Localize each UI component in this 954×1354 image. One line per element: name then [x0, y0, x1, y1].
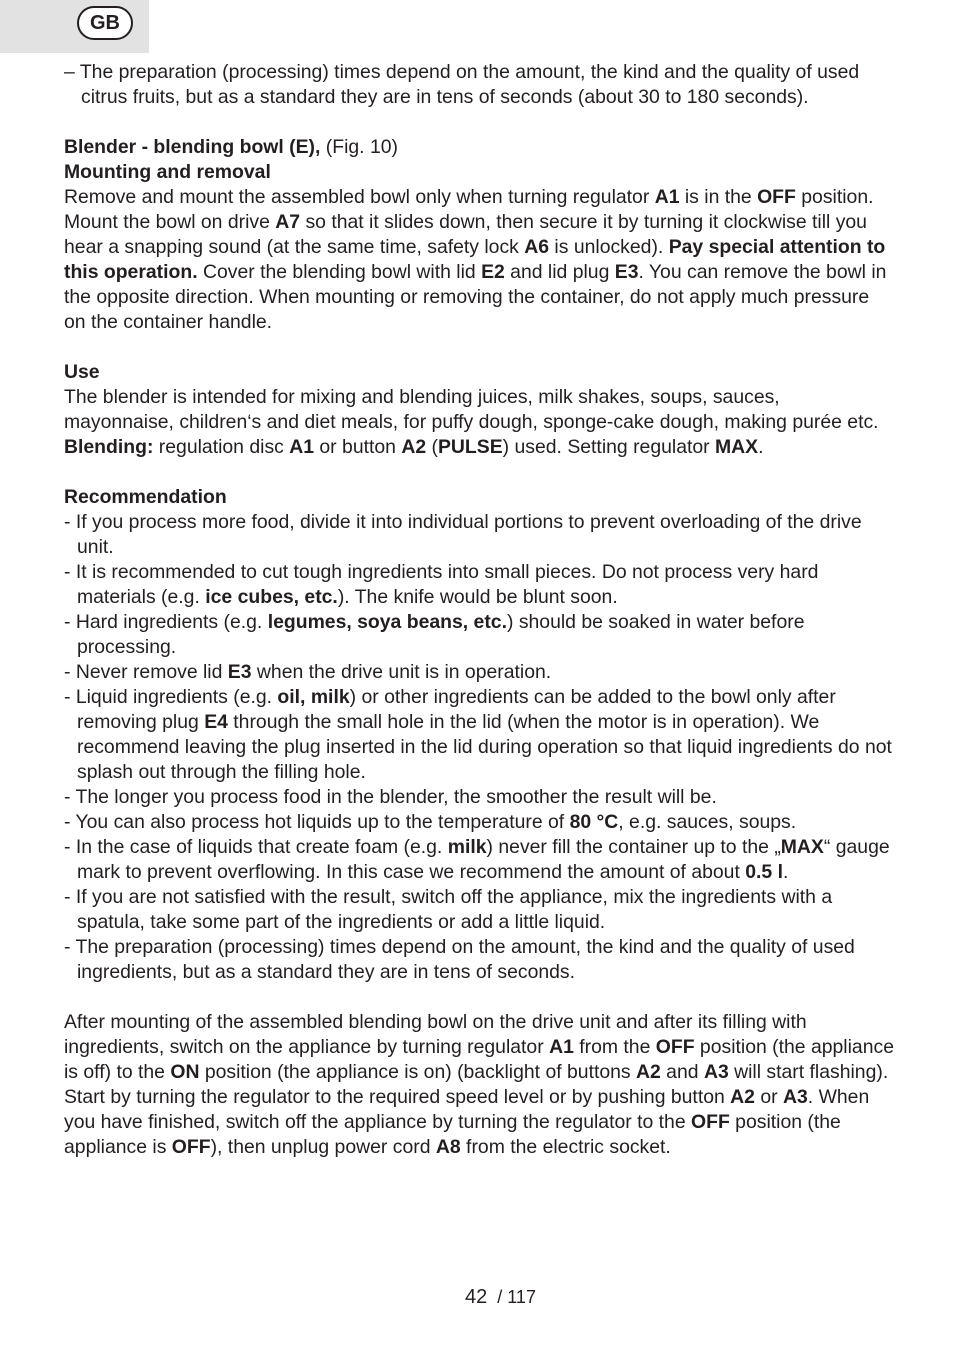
text-run: . When you have finished, switch off the appliance by turning the regulator to the	[64, 1086, 870, 1133]
text-run: - Never remove lid	[64, 661, 228, 683]
text-run: regulation disc	[153, 436, 290, 458]
text-run: ) or other ingredients can be added to the bowl only after removing plug	[77, 686, 836, 733]
use-paragraph-1: The blender is intended for mixing and blending juices, milk shakes, soups, sauces, mayonnaise, children‘s and diet meals, for puffy dough, sponge-cake dough, making purée etc.	[64, 386, 879, 433]
mounting-paragraph-2	[64, 210, 894, 335]
language-badge: GB	[77, 6, 133, 40]
text-run: . You can remove the bowl in the opposite direction. When mounting or removing the container, do not apply much pressure on the container handle.	[64, 261, 887, 333]
text-run: position (the appliance is	[64, 1111, 841, 1158]
bold-text: A1	[549, 1036, 574, 1058]
text-run: so that it slides down, then secure it by turning it clockwise till you hear a snapping sound (at the same time, safety lock	[64, 211, 867, 258]
page-number	[465, 1286, 536, 1309]
recommendation-item	[64, 685, 894, 785]
text-run: is unlocked).	[549, 236, 669, 258]
bold-text: OFF	[171, 1136, 211, 1158]
text-run: ) never fill the container up to the „	[486, 836, 781, 858]
bold-text: ON	[170, 1061, 200, 1083]
text-run: and lid plug	[504, 261, 615, 283]
intro-list-item: – The preparation (processing) times depend on the amount, the kind and the quality of used citrus fruits, but as a standard they are in tens of seconds (about 30 to 180 seconds).	[64, 61, 860, 108]
section-title	[64, 135, 894, 160]
text-run: .	[758, 436, 764, 458]
recommendation-item	[64, 785, 894, 810]
section-title-figure-ref: (Fig. 10)	[320, 136, 398, 158]
bold-text: MAX	[780, 836, 824, 858]
text-run: ), then unplug power cord	[210, 1136, 436, 1158]
text-run: Cover the blending bowl with lid	[197, 261, 482, 283]
bold-text: Pay special attention to this operation.	[64, 236, 886, 283]
bold-text: A1	[289, 436, 315, 458]
section-title-bold: Blender - blending bowl (E),	[64, 136, 321, 158]
text-run: - You can also process hot liquids up to the temperature of	[64, 811, 570, 833]
text-run: - If you are not satisfied with the result, switch off the appliance, mix the ingredients with a spatula, take some part of the ingredients or add a little liquid.	[64, 886, 833, 933]
bold-text: A3	[703, 1061, 729, 1083]
recommendation-item	[64, 560, 894, 610]
bold-text: E3	[614, 261, 639, 283]
bold-text: Blending:	[64, 436, 154, 458]
text-run: position (the appliance is on) (backlight of buttons	[199, 1061, 636, 1083]
bold-text: A7	[275, 211, 301, 233]
bold-text: A2	[730, 1086, 755, 1108]
bold-text: OFF	[757, 186, 796, 208]
recommendation-item	[64, 660, 894, 685]
text-run: ) used. Setting regulator	[502, 436, 715, 458]
text-run: - In the case of liquids that create foam (e.g.	[64, 836, 448, 858]
text-run: from the electric socket.	[460, 1136, 671, 1158]
text-run: - If you process more food, divide it into individual portions to prevent overloading of the drive unit.	[64, 511, 862, 558]
manual-content	[64, 60, 894, 1160]
text-run: or button	[314, 436, 402, 458]
bold-text: E2	[481, 261, 505, 283]
recommendation-item	[64, 510, 894, 560]
recommendation-list	[64, 510, 894, 985]
bold-text: milk	[447, 836, 487, 858]
text-run: ) should be soaked in water before processing.	[77, 611, 805, 658]
bold-text: 0.5 l	[745, 861, 783, 883]
text-run: (	[426, 436, 438, 458]
text-run: will start flashing). Start by turning the regulator to the required speed level or by pushing button	[64, 1061, 889, 1108]
text-run: and	[660, 1061, 704, 1083]
text-run: ). The knife would be blunt soon.	[337, 586, 618, 608]
text-run: through the small hole in the lid (when the motor is in operation). We recommend leaving the plug inserted in the lid during operation so that liquid ingredients do not splash out through the filling hole.	[77, 711, 892, 783]
text-run: when the drive unit is in operation.	[251, 661, 552, 683]
use-paragraph-2	[64, 435, 894, 460]
bold-text: 80 °C	[569, 811, 619, 833]
text-run: .	[782, 861, 789, 883]
text-run: position.	[795, 186, 874, 208]
bold-text: E3	[227, 661, 252, 683]
language-tab	[0, 0, 149, 53]
operation-paragraph	[64, 1010, 894, 1160]
text-run: “ gauge mark to prevent overflowing. In this case we recommend the amount of about	[77, 836, 890, 883]
text-run: Mount the bowl on drive	[64, 211, 276, 233]
bold-text: A2	[636, 1061, 661, 1083]
bold-text: ice cubes, etc.	[205, 586, 338, 608]
bold-text: PULSE	[438, 436, 503, 458]
bold-text: OFF	[655, 1036, 695, 1058]
recommendation-item	[64, 835, 894, 885]
text-run: - The preparation (processing) times depend on the amount, the kind and the quality of used ingredients, but as a standard they are in tens of seconds.	[64, 936, 855, 983]
bold-text: A1	[654, 186, 680, 208]
mounting-heading: Mounting and removal	[64, 161, 271, 183]
bold-text: A6	[524, 236, 550, 258]
bold-text: E4	[204, 711, 228, 733]
bold-text: A3	[783, 1086, 808, 1108]
text-run: - Hard ingredients (e.g.	[64, 611, 268, 633]
bold-text: oil, milk	[277, 686, 350, 708]
recommendation-item	[64, 885, 894, 935]
text-run: - Liquid ingredients (e.g.	[64, 686, 278, 708]
recommendation-heading: Recommendation	[64, 486, 227, 508]
mounting-paragraph-1	[64, 185, 894, 210]
text-run: , e.g. sauces, soups.	[618, 811, 797, 833]
text-run: - The longer you process food in the blender, the smoother the result will be.	[64, 786, 717, 808]
text-run: is in the	[679, 186, 758, 208]
recommendation-item	[64, 810, 894, 835]
total-pages: / 117	[497, 1287, 536, 1307]
recommendation-item	[64, 935, 894, 985]
text-run: or	[754, 1086, 783, 1108]
text-run: position (the appliance is off) to the	[64, 1036, 894, 1083]
recommendation-item	[64, 610, 894, 660]
use-heading: Use	[64, 361, 100, 383]
bold-text: A8	[435, 1136, 461, 1158]
bold-text: MAX	[715, 436, 759, 458]
text-run: After mounting of the assembled blending bowl on the drive unit and after its filling with ingredients, switch on the appliance by turning regulator	[64, 1011, 807, 1058]
current-page: 42	[465, 1286, 488, 1308]
bold-text: A2	[401, 436, 427, 458]
bold-text: OFF	[691, 1111, 730, 1133]
text-run: from the	[573, 1036, 656, 1058]
text-run: Remove and mount the assembled bowl only when turning regulator	[64, 186, 655, 208]
bold-text: legumes, soya beans, etc.	[267, 611, 507, 633]
text-run: - It is recommended to cut tough ingredients into small pieces. Do not process very hard materials (e.g.	[64, 561, 819, 608]
